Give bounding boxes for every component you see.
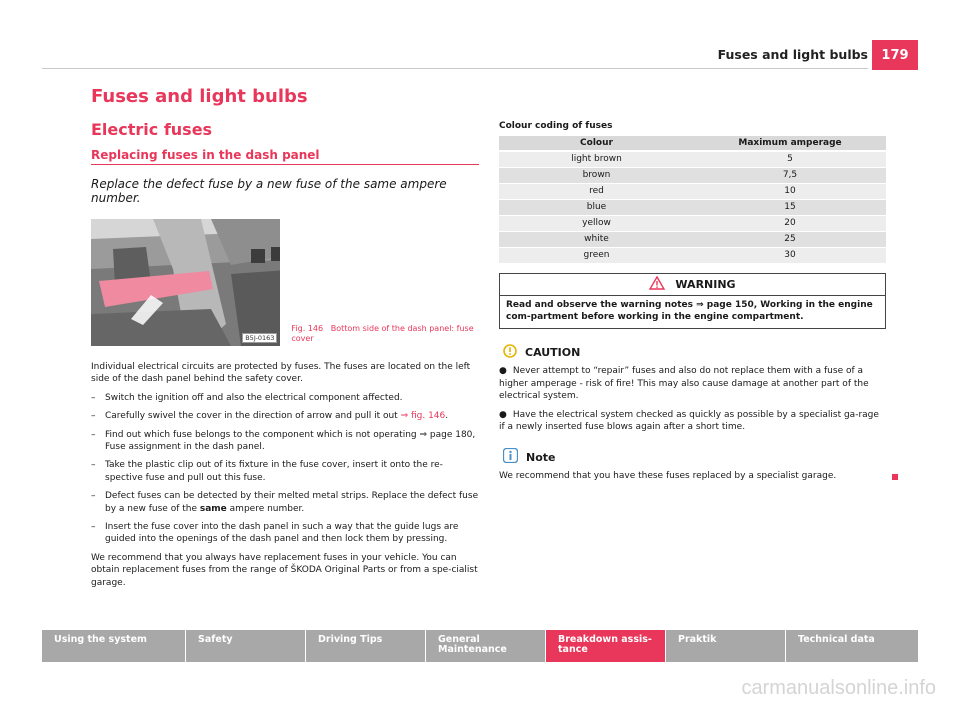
tab-breakdown-assistance[interactable]: Breakdown assis-tance bbox=[546, 630, 665, 662]
steps-list bbox=[91, 392, 479, 546]
figure-row bbox=[91, 219, 479, 346]
bullet-icon: ● bbox=[499, 366, 507, 377]
table-cell: brown bbox=[499, 167, 694, 183]
tab-technical-data[interactable]: Technical data bbox=[786, 630, 918, 662]
table-row bbox=[499, 199, 886, 215]
column-header-colour: Colour bbox=[499, 136, 694, 151]
list-item: – Find out which fuse belongs to the component which is not operating ⇒ page 180, Fuse assignment in the dash panel. bbox=[91, 429, 479, 454]
caution-header bbox=[499, 344, 886, 361]
list-item bbox=[91, 410, 479, 422]
right-column bbox=[499, 121, 886, 483]
note-paragraph bbox=[499, 470, 886, 482]
warning-header bbox=[500, 274, 885, 296]
subsection-heading: Replacing fuses in the dash panel bbox=[91, 148, 479, 165]
note-text: We recommend that you have these fuses replaced by a specialist garage. bbox=[499, 471, 837, 482]
table-row bbox=[499, 151, 886, 167]
left-column bbox=[91, 86, 479, 589]
exclamation-circle-icon bbox=[503, 344, 517, 361]
figure-id-label: B5J-0163 bbox=[242, 333, 277, 343]
table-row bbox=[499, 167, 886, 183]
warning-triangle-icon bbox=[649, 276, 665, 293]
info-icon bbox=[503, 448, 518, 466]
note-header bbox=[499, 448, 886, 466]
tab-using-the-system[interactable]: Using the system bbox=[42, 630, 185, 662]
closing-paragraph: We recommend that you always have replacement fuses in your vehicle. You can obtain replacement fuses from the range of ŠKODA Original Parts or from a spe-cialist garage. bbox=[91, 552, 478, 588]
bullet-icon: ● bbox=[499, 409, 507, 420]
table-cell: 15 bbox=[694, 199, 886, 215]
note-title: Note bbox=[526, 450, 556, 464]
table-title: Colour coding of fuses bbox=[499, 121, 613, 131]
running-header-title: Fuses and light bulbs bbox=[717, 47, 868, 62]
table-cell: 20 bbox=[694, 215, 886, 231]
table-header-row bbox=[499, 136, 886, 151]
table-row bbox=[499, 215, 886, 231]
table-cell: 25 bbox=[694, 231, 886, 247]
column-header-amperage: Maximum amperage bbox=[694, 136, 886, 151]
section-heading: Electric fuses bbox=[91, 120, 213, 139]
dash-panel-illustration bbox=[91, 219, 280, 346]
intro-paragraph: Individual electrical circuits are protected by fuses. The fuses are located on the left side of the dash panel behind the safety cover. bbox=[91, 362, 471, 385]
step-text-end: . bbox=[445, 411, 449, 422]
warning-box bbox=[499, 273, 886, 330]
step-text: Carefully swivel the cover in the direction of arrow and pull it out bbox=[105, 411, 401, 422]
warning-text: Read and observe the warning notes ⇒ page 150, Working in the engine com-partment before working in the engine compartment. bbox=[506, 299, 873, 322]
figure-caption-prefix: Fig. 146 bbox=[291, 324, 324, 333]
table-cell: light brown bbox=[499, 151, 694, 167]
fuse-colour-table bbox=[499, 136, 886, 264]
step-text: Defect fuses can be detected by their melted metal strips. Replace the defect fuse by a new fuse of the bbox=[105, 491, 479, 514]
list-item: – Take the plastic clip out of its fixture in the fuse cover, insert it onto the re-spective fuse and pull out this fuse. bbox=[91, 459, 479, 484]
caution-title: CAUTION bbox=[525, 346, 581, 360]
table-cell: 10 bbox=[694, 183, 886, 199]
table-row bbox=[499, 247, 886, 263]
figure-caption bbox=[291, 324, 479, 346]
dash-panel-photo bbox=[91, 219, 280, 346]
caution-bullet bbox=[499, 365, 886, 402]
table-row bbox=[499, 231, 886, 247]
intro-text: Replace the defect fuse by a new fuse of the same ampere number. bbox=[91, 177, 447, 205]
table-cell: blue bbox=[499, 199, 694, 215]
warning-title: WARNING bbox=[675, 277, 736, 291]
footer-nav bbox=[42, 630, 918, 662]
tab-driving-tips[interactable]: Driving Tips bbox=[306, 630, 425, 662]
table-cell: green bbox=[499, 247, 694, 263]
caution-bullet bbox=[499, 409, 886, 434]
table-cell: 30 bbox=[694, 247, 886, 263]
tab-praktik[interactable]: Praktik bbox=[666, 630, 785, 662]
page-number: 179 bbox=[872, 40, 918, 70]
emphasis-text: same bbox=[199, 503, 227, 514]
list-item: – Switch the ignition off and also the electrical component affected. bbox=[91, 392, 479, 404]
figure-cross-reference[interactable]: ⇒ fig. 146 bbox=[400, 411, 446, 422]
list-item bbox=[91, 490, 479, 515]
caution-bullet-text: Have the electrical system checked as quickly as possible by a specialist ga-rage if a newly inserted fuse blows again after a short time. bbox=[499, 409, 879, 432]
caution-bullet-text: Never attempt to “repair” fuses and also do not replace them with a fuse of a higher amperage - risk of fire! This may also cause damage at another part of the electrical system. bbox=[499, 366, 869, 402]
table-cell: 7,5 bbox=[694, 167, 886, 183]
table-row bbox=[499, 183, 886, 199]
chapter-heading: Fuses and light bulbs bbox=[91, 86, 308, 107]
list-item: – Insert the fuse cover into the dash panel in such a way that the guide lugs are guided into the openings of the dash panel and then lock them by pressing. bbox=[91, 521, 479, 546]
section-end-mark bbox=[892, 474, 898, 480]
step-text-end: ampere number. bbox=[226, 503, 305, 514]
table-cell: red bbox=[499, 183, 694, 199]
table-cell: 5 bbox=[694, 151, 886, 167]
tab-general-maintenance[interactable]: General Maintenance bbox=[426, 630, 545, 662]
table-cell: yellow bbox=[499, 215, 694, 231]
tab-safety[interactable]: Safety bbox=[186, 630, 305, 662]
figure-caption-text: Bottom side of the dash panel: fuse cover bbox=[291, 324, 474, 343]
site-watermark: carmanualsonline.info bbox=[741, 677, 936, 699]
table-cell: white bbox=[499, 231, 694, 247]
header-rule bbox=[42, 68, 868, 69]
